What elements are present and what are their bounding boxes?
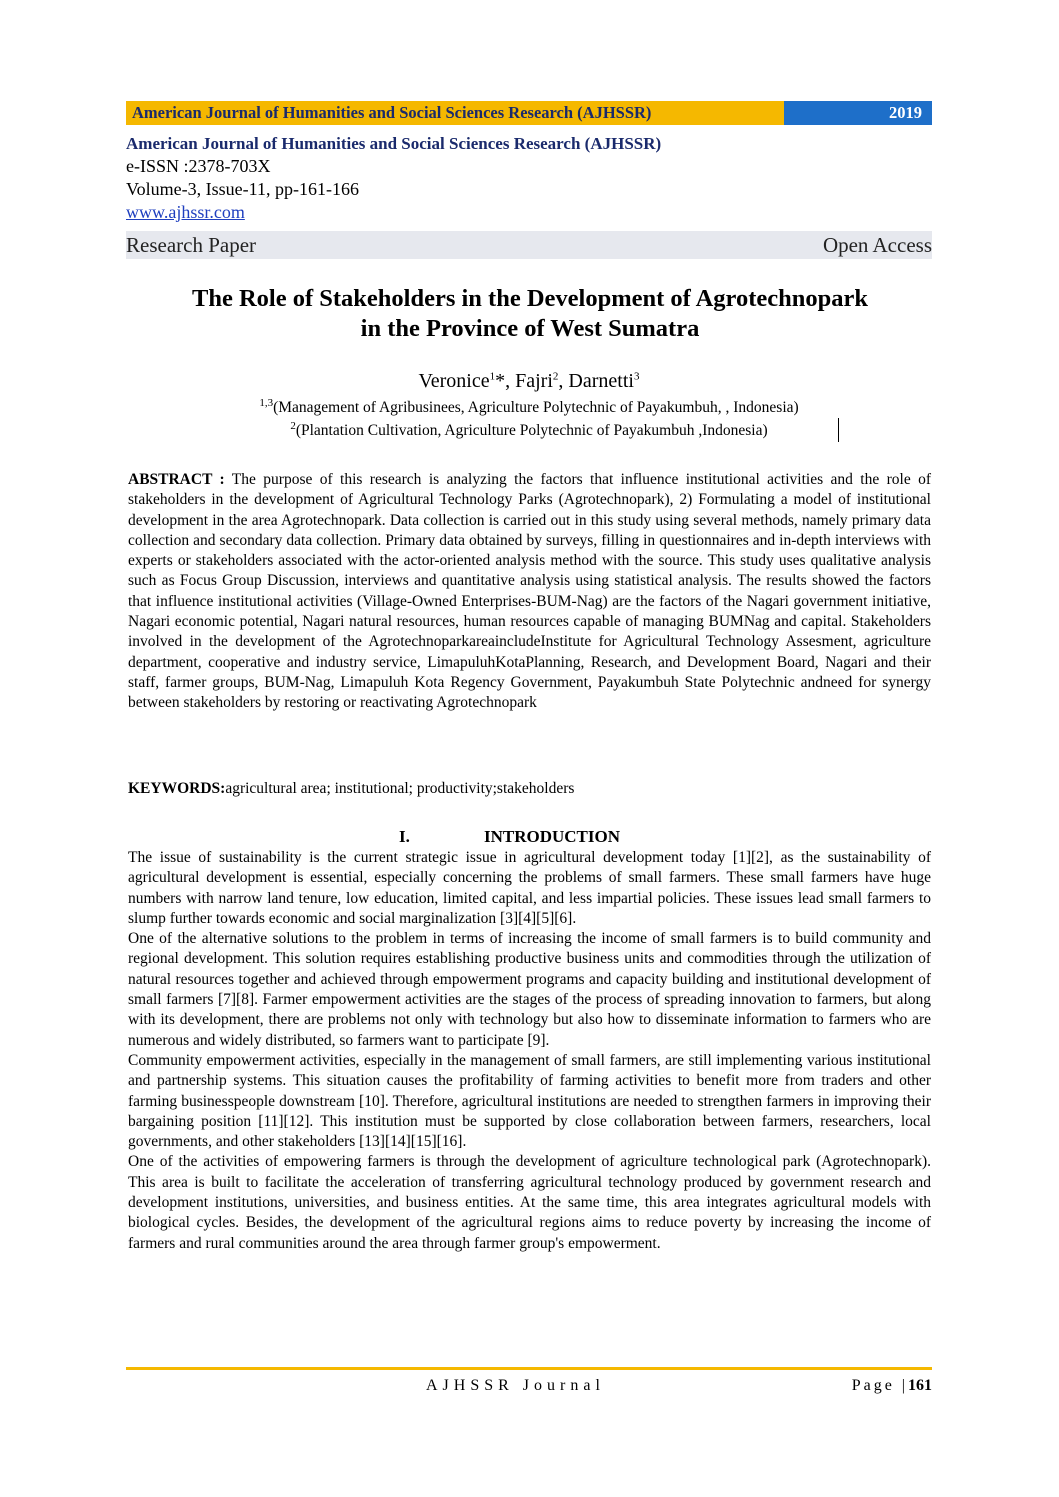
paper-type-bar bbox=[126, 231, 932, 259]
author-2-affil: 2 bbox=[552, 370, 559, 383]
eissn: e-ISSN :2378-703X bbox=[126, 156, 271, 176]
corresponding-mark: *, bbox=[495, 370, 516, 392]
keywords-label: KEYWORDS: bbox=[128, 780, 226, 797]
paper-title bbox=[110, 284, 950, 344]
authors bbox=[126, 369, 932, 393]
paper-type: Research Paper bbox=[126, 233, 257, 257]
intro-paragraph-2: One of the alternative solutions to the problem in terms of increasing the income of small farmers is to build community and regional development. This solution requires establishing productive business units and commodities through the utilization of natural resources together and achieved through empowerment programs and capacity building and institutional development of small farmers [7][8]. Farmer empowerment activities are the stages of the process of spreading innovation to farmers, but along with its development, there are problems not only with technology but also how to disseminate information to farmers who are numerous and widely distributed, so farmers want to participate [9]. bbox=[128, 930, 931, 1049]
access-type: Open Access bbox=[822, 233, 932, 257]
affiliation-2 bbox=[126, 421, 932, 441]
journal-name: American Journal of Humanities and Social Sciences Research (AJHSSR) bbox=[126, 134, 662, 153]
author-2: Fajri bbox=[515, 370, 553, 392]
footer-rule bbox=[126, 1367, 932, 1370]
intro-paragraph-4: One of the activities of empowering farmers is through the development of agriculture technological park (Agrotechnopark). This area is built to facilitate the acceleration of transferring agricultural technology produced by government research and development institutions, universities, and business entities. At the same time, this area integrates agricultural models with biological cycles. Besides, the development of the agricultural regions aims to reduce poverty by increasing the income of farmers and rural communities around the area through farmer group's empowerment. bbox=[128, 1153, 931, 1252]
website-link[interactable]: www.ajhssr.com bbox=[126, 202, 245, 222]
footer-page-label: Page | bbox=[851, 1377, 908, 1394]
affiliation-1 bbox=[126, 398, 932, 418]
author-1-affil: 1 bbox=[489, 370, 496, 383]
footer-journal: AJHSSR Journal bbox=[426, 1377, 605, 1394]
author-separator: , bbox=[558, 370, 569, 392]
volume-info: Volume-3, Issue-11, pp-161-166 bbox=[126, 179, 359, 199]
footer-page bbox=[852, 1376, 932, 1396]
running-header-year: 2019 bbox=[784, 101, 932, 125]
keywords-text: agricultural area; institutional; productivity;stakeholders bbox=[225, 780, 575, 797]
author-3-affil: 3 bbox=[633, 370, 640, 383]
keywords bbox=[128, 779, 931, 799]
affiliation-1-text: (Management of Agribusinees, Agriculture Polytechnic of Payakumbuh, , Indonesia) bbox=[273, 399, 799, 416]
running-header bbox=[126, 101, 932, 125]
affiliation-2-text: (Plantation Cultivation, Agriculture Polytechnic of Payakumbuh ,Indonesia) bbox=[295, 422, 768, 439]
title-line-1: The Role of Stakeholders in the Development of Agrotechnopark bbox=[192, 285, 868, 312]
affiliation-1-sup: 1,3 bbox=[259, 396, 274, 409]
author-3: Darnetti bbox=[568, 370, 634, 392]
intro-paragraph-3: Community empowerment activities, especially in the management of small farmers, are still implementing various institutional and partnership systems. This situation causes the profitability of farming activities to benefit more from traders and other farming businesspeople downstream [10]. Therefore, agricultural institutions are needed to strengthen farmers in improving their bargaining position [11][12]. This institution must be supported by close collaboration between farmers, researchers, local governments, and other stakeholders [13][14][15][16]. bbox=[128, 1051, 931, 1151]
intro-paragraph-1: The issue of sustainability is the current strategic issue in agricultural development today [1][2], as the sustainability of agricultural development is essential, especially concerning the problems of small farmers. These small farmers have huge numbers with narrow land tenure, low education, limited capital, and less impartial policies. These issues lead small farmers to slump further towards economic and social marginalization [3][4][5][6]. bbox=[128, 849, 931, 927]
abstract bbox=[128, 470, 931, 714]
section-number: I. bbox=[399, 827, 410, 846]
section-title: INTRODUCTION bbox=[484, 827, 621, 846]
title-line-2: in the Province of West Sumatra bbox=[360, 315, 700, 342]
running-header-journal: American Journal of Humanities and Social Sciences Research (AJHSSR) bbox=[126, 101, 784, 125]
footer-page-number: 161 bbox=[908, 1377, 932, 1394]
author-1: Veronice bbox=[418, 370, 490, 392]
abstract-label: ABSTRACT : bbox=[128, 471, 225, 488]
introduction-body bbox=[128, 848, 931, 1254]
abstract-text: The purpose of this research is analyzing the factors that influence institutional activities and the role of stakeholders in the development of Agricultural Technology Parks (Agrotechnopark), 2) Formulating a model of institutional development in the area Agrotechnopark. Data collection is carried out in this study using several methods, namely primary data collection and secondary data collection. Primary data obtained by surveys, filling in questionnaires and in-depth interviews with experts or stakeholders associated with the actor-oriented analysis method with the source. This study uses qualitative analysis such as Focus Group Discussion, interviews and quantitative analysis using statistical analysis. The results showed the factors that influence institutional activities (Village-Owned Enterprises-BUM-Nag) are the factors of the Nagari government initiative, Nagari economic potential, Nagari natural resources, human resources capable of managing BUMNag and capital. Stakeholders involved in the development of the AgrotechnoparkareaincludeInstitute for Agricultural Technology Assesment, agriculture department, cooperative and industry service, LimapuluhKotaPlanning, Research, and Development Board, Nagari and their staff, farmer groups, BUM-Nag, Limapuluh Kota Regency Government, Payakumbuh State Polytechnic andneed for synergy between stakeholders by restoring or reactivating Agrotechnopark bbox=[128, 471, 931, 712]
affiliation-2-sup: 2 bbox=[290, 419, 296, 432]
text-cursor-mark bbox=[838, 418, 839, 442]
journal-meta bbox=[126, 133, 932, 224]
